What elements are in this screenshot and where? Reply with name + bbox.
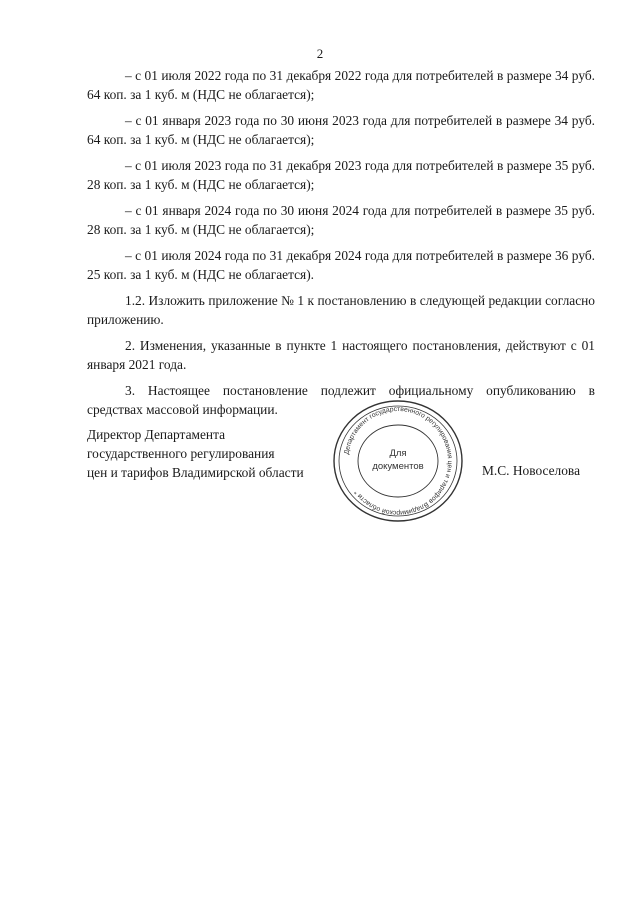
clause-2: 2. Изменения, указанные в пункте 1 настоящего постановления, действуют с 01 января 2021 года.: [87, 338, 595, 372]
signatory-title-line: государственного регулирования: [87, 446, 275, 461]
official-stamp: [328, 396, 468, 526]
clause-1-2: 1.2. Изложить приложение № 1 к постановлению в следующей редакции согласно приложению.: [87, 293, 595, 327]
signatory-title-line: цен и тарифов Владимирской области: [87, 465, 304, 480]
signatory-title: [87, 425, 304, 482]
tariff-period-item: – с 01 июля 2022 года по 31 декабря 2022 года для потребителей в размере 34 руб. 64 коп. за 1 куб. м (НДС не облагается);: [87, 68, 595, 102]
clause-3: 3. Настоящее постановление подлежит официальному опубликованию в средствах массовой информации.: [87, 383, 595, 417]
page-number: 2: [316, 46, 324, 61]
stamp-center-line: Для: [389, 448, 407, 459]
signatory-title-line: Директор Департамента: [87, 427, 226, 442]
tariff-period-item: – с 01 января 2023 года по 30 июня 2023 года для потребителей в размере 34 руб. 64 коп. за 1 куб. м (НДС не облагается);: [87, 113, 595, 147]
signer-name: М.С. Новоселова: [482, 463, 581, 478]
document-body: [87, 66, 595, 426]
stamp-center-line: документов: [372, 461, 424, 472]
tariff-period-item: – с 01 июля 2023 года по 31 декабря 2023 года для потребителей в размере 35 руб. 28 коп. за 1 куб. м (НДС не облагается);: [87, 158, 595, 192]
tariff-period-item: – с 01 января 2024 года по 30 июня 2024 года для потребителей в размере 35 руб. 28 коп. за 1 куб. м (НДС не облагается);: [87, 203, 595, 237]
tariff-period-item: – с 01 июля 2024 года по 31 декабря 2024 года для потребителей в размере 36 руб. 25 коп. за 1 куб. м (НДС не облагается).: [87, 248, 595, 282]
stamp-ring-text: Департамент государственного регулирования цен и тарифов Владимирской области *: [343, 405, 454, 517]
